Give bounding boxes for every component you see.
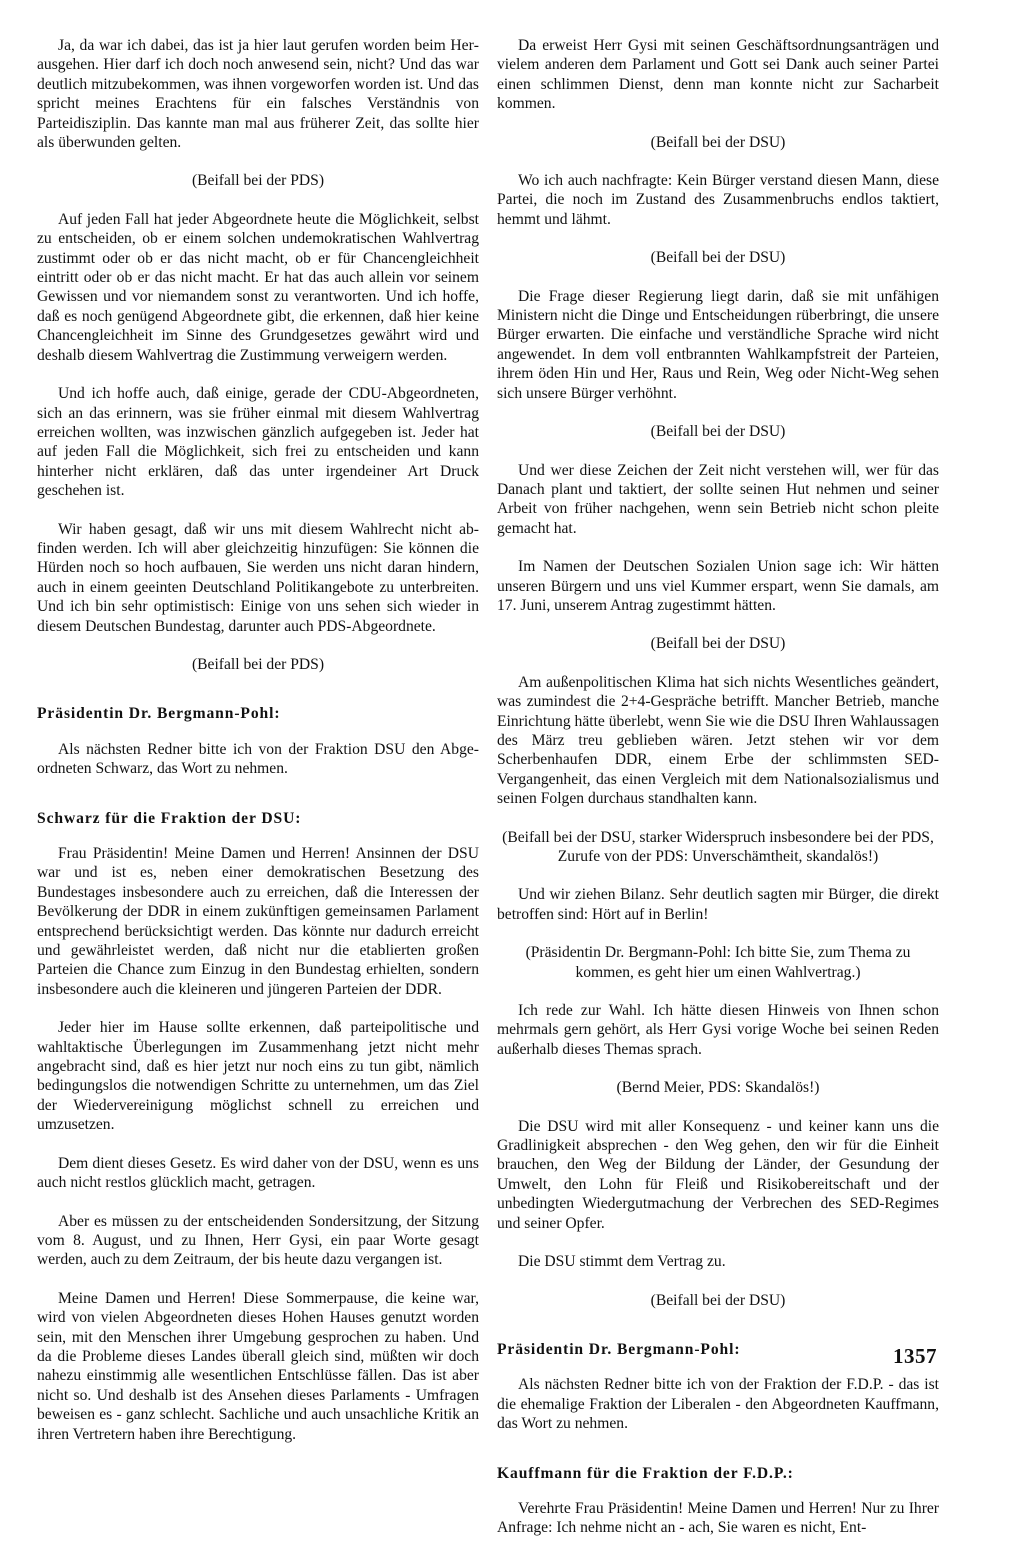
paragraph: Da erweist Herr Gysi mit seinen Geschäftsordnungsanträgen und vielem anderen dem Parlament und Gott sei Dank auch seiner Partei einen schlimmen Dienst, denn man konnte nicht zur Sacharbeit kommen. <box>497 37 939 113</box>
left-text-column <box>37 36 479 1463</box>
paragraph: Als nächsten Redner bitte ich von der Fraktion der F.D.P. - das ist die ehemalige Fraktion der Liberalen - den Abgeordneten Kauffmann, das Wort zu nehmen. <box>497 1376 939 1433</box>
paragraph: Aber es müssen zu der entscheidenden Sondersitzung, der Sitzung vom 8. August, und zu Ihnen, Herr Gysi, ein paar Worte gesagt werden, auch zu dem Zeitraum, der bis heute dazu vergangen ist. <box>37 1212 479 1269</box>
interjection: (Beifall bei der DSU) <box>650 249 786 267</box>
paragraph: Dem dient dieses Gesetz. Es wird daher von der DSU, wenn es uns auch nicht restlos glücklich macht, getragen. <box>37 1154 479 1192</box>
paragraph: Am außenpolitischen Klima hat sich nichts Wesentliches geändert, was zumindest die 2+4-Gespräche betrifft. Mancher Betrieb, manche Einrichtung hätte überlebt, wenn Sie wie die DSU Ihren Wahlaussagen des März treu geblieben wären. Jetzt stehen wir vor dem Scherbenhaufen DDR, einem Erbe der schlimmsten SED-Vergangenheit, das einen Vergleich mit dem Nationalsozialismus und seinen Folgen durchaus standhalten kann. <box>497 673 939 808</box>
paragraph: Und wir ziehen Bilanz. Sehr deutlich sagten mir Bürger, die direkt betroffen sind: Hört auf in Berlin! <box>497 886 939 923</box>
interjection: (Beifall bei der DSU, starker Widerspruch insbesondere bei der PDS, Zurufe von der PDS: Unverschämtheit, skandalös!) <box>502 828 934 865</box>
paragraph: Jeder hier im Hause sollte erkennen, daß parteipolitische und wahltaktische Überlegungen im Zusammenhang jetzt nicht mehr angebracht sind, daß es hier jetzt nur noch eins zu tun gibt, nämlich bedingungslos die notwendigen Schritte zu unternehmen, um das Ziel der Wiedervereinigung möglichst schnell zu erreichen und umzusetzen. <box>37 1019 479 1134</box>
paragraph: Und wer diese Zeichen der Zeit nicht verstehen will, wer für das Danach plant und taktiert, der sollte seinen Hut nehmen und seiner Arbeit von früher nachgehen, wenn sein Betrieb nicht schon pleite gemacht hat. <box>497 461 939 537</box>
interjection: (Beifall bei der PDS) <box>191 655 325 673</box>
paragraph: Als nächsten Redner bitte ich von der Fraktion DSU den Abgeordneten Schwarz, das Wort zu nehmen. <box>37 740 479 778</box>
interjection: (Beifall bei der DSU) <box>650 133 786 151</box>
paragraph: Ich rede zur Wahl. Ich hätte diesen Hinweis von Ihnen schon mehrmals gern gehört, als Herr Gysi vorige Woche bei seinen Reden außerhalb dieses Themas sprach. <box>497 1002 939 1058</box>
speaker-heading: Präsidentin Dr. Bergmann-Pohl: <box>37 705 281 723</box>
interjection: (Beifall bei der PDS) <box>191 172 325 190</box>
interjection: (Beifall bei der DSU) <box>650 423 786 441</box>
paragraph: Wo ich auch nachfragte: Kein Bürger verstand diesen Mann, diese Partei, die noch im Zustand des Zusammenbruchs endlos taktiert, hemmt und lähmt. <box>497 172 939 228</box>
paragraph: Die DSU wird mit aller Konsequenz - und keiner kann uns die Gradlinigkeit absprechen - den Weg gehen, den wir für die Einheit brauchen, den Weg der Bildung der Länder, der Gesundung der Umwelt, den Lohn für Fleiß und Risikobereitschaft und der unbedingten Wiedergutmachung der Verbrechen des SED-Regimes und seiner Opfer. <box>497 1117 939 1232</box>
speaker-heading: Kauffmann für die Fraktion der F.D.P.: <box>497 1464 794 1482</box>
right-text-column <box>497 36 939 1557</box>
paragraph: Meine Damen und Herren! Diese Sommerpause, die keine war, wird von vielen Abgeordneten dieses Hohen Hauses genutzt worden sein, mit den Menschen ihrer Umgebung gesprochen zu haben. Und da die Probleme dieses Landes überall gleich sind, müßten wir doch nahezu einstimmig alle wesentlichen Entschlüsse fällen. Das ist aber nicht so. Und deshalb ist des Ansehen dieses Parlaments - Umfragen beweisen es - ganz schlecht. Sachliche und auch unsachliche Kritik an ihren Vertretern haben ihre Berechtigung. <box>37 1289 479 1443</box>
paragraph: Ja, da war ich dabei, das ist ja hier laut gerufen worden beim Herausgehen. Hier darf ich doch noch anwesend sein, nicht? Und das war deutlich mitzubekommen, was ihnen vorgeworfen worden ist. Und das spricht meines Erachtens für ein falsches Verständnis von Parteidisziplin. Das kannte man mal aus früherer Zeit, das sollte hier als überwunden gelten. <box>37 37 479 152</box>
paragraph: Auf jeden Fall hat jeder Abgeordnete heute die Möglichkeit, selbst zu entscheiden, ob er einem solchen undemokratischen Wahlvertrag zustimmt oder ob er das nicht macht, ob er für Chancengleichheit eintritt oder ob er das nicht macht. Er hat das auch allein vor seinem Gewissen und vor niemandem sonst zu verantworten. Und ich hoffe, daß es noch genügend Abgeordnete gibt, die erkennen, daß hier keine Chancengleichheit im Sinne des Grundgesetzes gewährt wird und deshalb diesem Wahlvertrag die Zustimmung verweigern werden. <box>37 210 479 364</box>
speaker-heading: Präsidentin Dr. Bergmann-Pohl: <box>497 1340 741 1358</box>
paragraph: Die DSU stimmt dem Vertrag zu. <box>518 1253 726 1271</box>
paragraph: Die Frage dieser Regierung liegt darin, daß sie mit unfähigen Ministern nicht die Dinge und Entscheidungen rüberbringt, die unsere Bürger erwarten. Die einfache und verständliche Sprache wird nicht angewendet. In dem voll entbrannten Wahlkampfstreit der Parteien, ihrem öden Hin und Her, Raus und Rein, Weg oder Nicht-Weg sehen sich unsere Bürger verhöhnt. <box>497 287 939 402</box>
paragraph: Frau Präsidentin! Meine Damen und Herren! Ansinnen der DSU war und ist es, neben einer demokratischen Besetzung des Bundestages insbesondere auch zu erreichen, daß die Interessen der Bevölkerung der DDR in einem zukünftigen gemeinsamen Parlament entsprechend berücksichtigt werden. Das könnte nur dadurch erreicht und gewährleistet werden, daß nicht nur die etablierten großen Parteien die Chance zum Einzug in den Bundestag erhielten, sondern insbesondere auch die kleineren und jüngeren Parteien der DDR. <box>37 845 479 998</box>
interjection: (Bernd Meier, PDS: Skandalös!) <box>616 1079 820 1097</box>
paragraph: Wir haben gesagt, daß wir uns mit diesem Wahlrecht nicht abfinden werden. Ich will aber gleichzeitig hinzufügen: Sie können die Hürden noch so hoch aufbauen, Sie werden uns nicht daran hindern, auch in einem geeinten Deutschland Politikangebote zu unterbreiten. Und ich bin sehr optimistisch: Einige von uns sehen sich wieder in diesem Deutschen Bundestag, darunter auch PDS-Abgeordnete. <box>37 520 479 635</box>
interjection: (Präsidentin Dr. Bergmann-Pohl: Ich bitte Sie, zum Thema zu kommen, es geht hier um einen Wahlvertrag.) <box>525 944 911 981</box>
page-number: 1357 <box>893 1344 937 1368</box>
paragraph: Und ich hoffe auch, daß einige, gerade der CDU-Abgeordneten, sich an das erinnern, was sie früher einmal mit diesem Wahlvertrag erreichen wollten, was inzwischen gänzlich aufgegeben ist. Jeder hat auf jeden Fall die Möglichkeit, sich frei zu entscheiden und kann hinterher nicht erklären, daß das unter irgendeiner Art Druck geschehen ist. <box>37 385 479 500</box>
paragraph: Im Namen der Deutschen Sozialen Union sage ich: Wir hätten unseren Bürgern und uns viel Kummer erspart, wenn Sie damals, am 17. Juni, unserem Antrag zugestimmt hätten. <box>497 558 939 614</box>
speaker-heading: Schwarz für die Fraktion der DSU: <box>37 809 302 827</box>
interjection: (Beifall bei der DSU) <box>650 1291 786 1309</box>
paragraph: Verehrte Frau Präsidentin! Meine Damen und Herren! Nur zu Ihrer Anfrage: Ich nehme nicht an - ach, Sie waren es nicht, Ent- <box>497 1499 939 1537</box>
interjection: (Beifall bei der DSU) <box>650 635 786 653</box>
